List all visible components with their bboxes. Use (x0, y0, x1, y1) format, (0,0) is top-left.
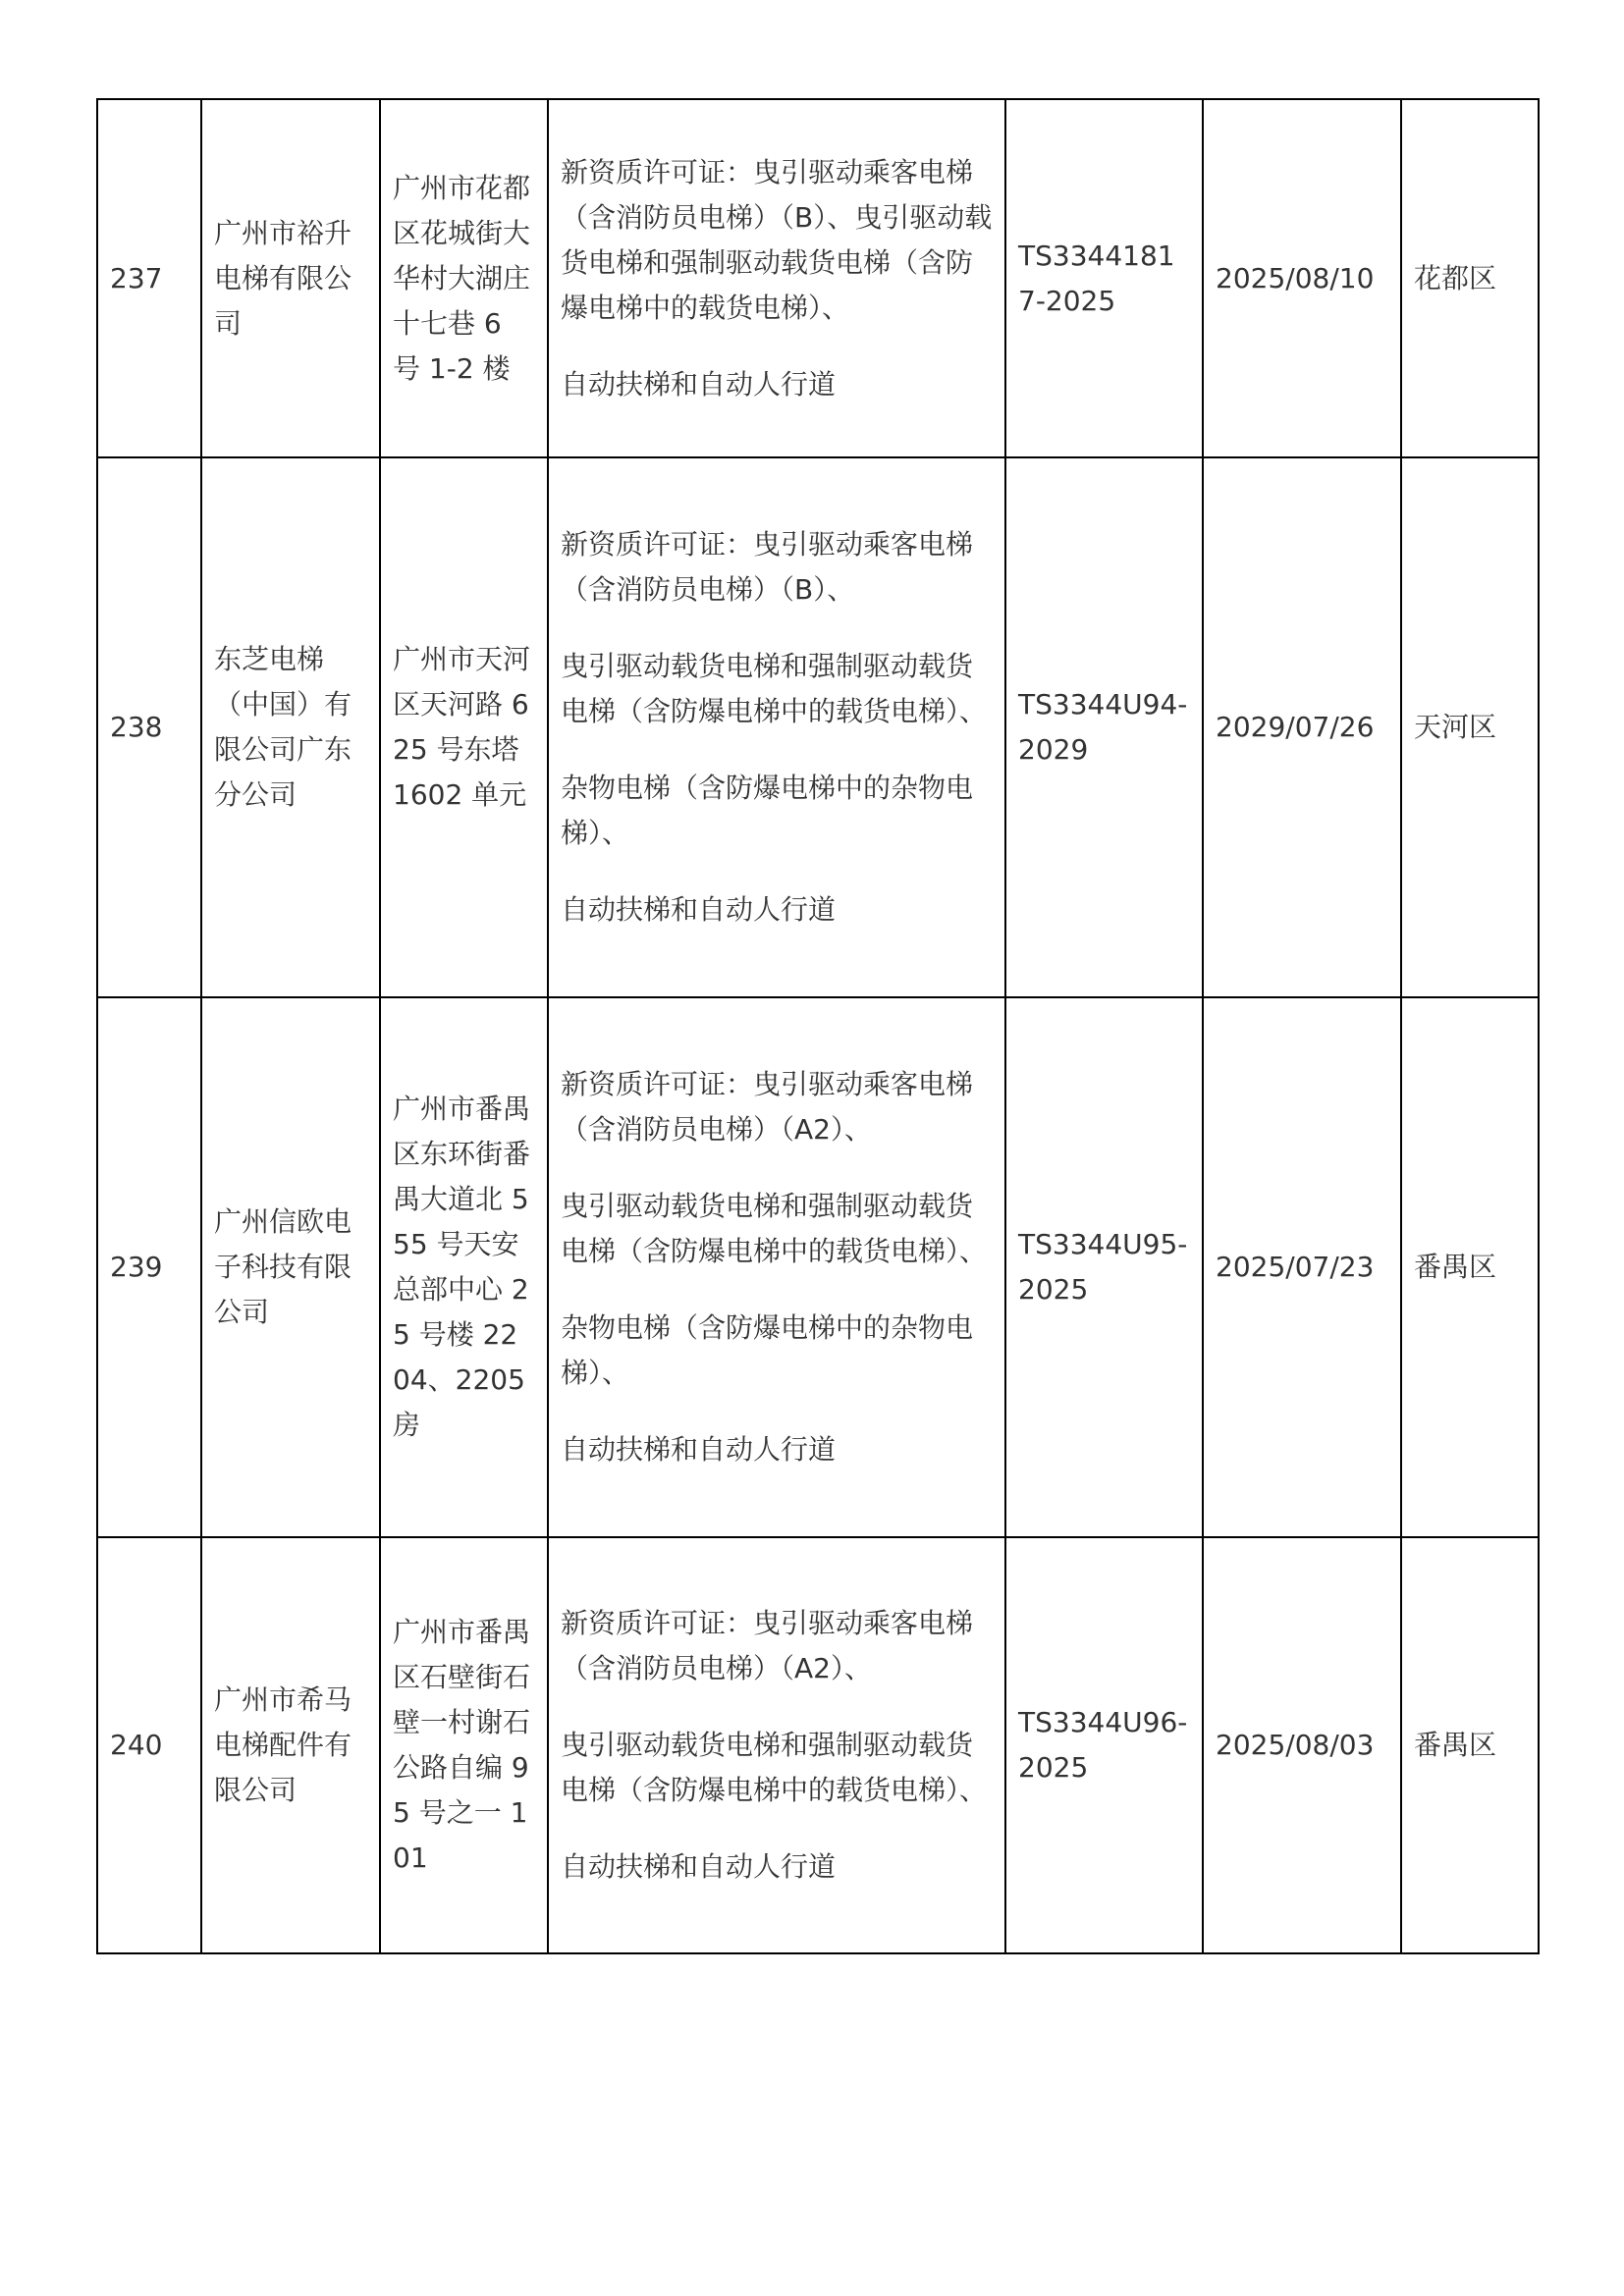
company-address: 广州市天河区天河路 625 号东塔 1602 单元 (380, 457, 548, 997)
company-address: 广州市番禺区石壁街石壁一村谢石公路自编 95 号之一 101 (380, 1537, 548, 1953)
row-number: 237 (97, 99, 201, 457)
scope-item: 自动扶梯和自动人行道 (561, 893, 837, 926)
scope-item: 自动扶梯和自动人行道 (561, 367, 837, 400)
certificate-number: TS3344U96-2025 (1005, 1537, 1203, 1953)
row-number: 238 (97, 457, 201, 997)
scope-item: 曳引驱动载货电梯和强制驱动载货电梯（含防爆电梯中的载货电梯）、 (561, 650, 988, 727)
license-scope (548, 997, 1005, 1537)
certificate-number: TS3344U94-2029 (1005, 457, 1203, 997)
company-name: 东芝电梯（中国）有限公司广东分公司 (201, 457, 380, 997)
company-name: 广州市希马电梯配件有限公司 (201, 1537, 380, 1953)
row-number: 240 (97, 1537, 201, 1953)
district: 番禺区 (1401, 997, 1539, 1537)
company-name: 广州信欧电子科技有限公司 (201, 997, 380, 1537)
row-number: 239 (97, 997, 201, 1537)
scope-item: 杂物电梯（含防爆电梯中的杂物电梯）、 (561, 772, 974, 849)
table-row (97, 99, 1539, 457)
license-scope (548, 457, 1005, 997)
expiry-date: 2029/07/26 (1203, 457, 1401, 997)
scope-item: 新资质许可证：曳引驱动乘客电梯（含消防员电梯）（B）、 (561, 528, 974, 606)
company-address: 广州市花都区花城街大华村大湖庄十七巷 6 号 1-2 楼 (380, 99, 548, 457)
license-scope (548, 99, 1005, 457)
scope-item: 新资质许可证：曳引驱动乘客电梯（含消防员电梯）（A2）、 (561, 1607, 974, 1684)
company-address: 广州市番禺区东环街番禺大道北 555 号天安总部中心 25 号楼 2204、2205 房 (380, 997, 548, 1537)
license-scope (548, 1537, 1005, 1953)
expiry-date: 2025/08/10 (1203, 99, 1401, 457)
district: 番禺区 (1401, 1537, 1539, 1953)
expiry-date: 2025/08/03 (1203, 1537, 1401, 1953)
expiry-date: 2025/07/23 (1203, 997, 1401, 1537)
table-row (97, 457, 1539, 997)
scope-item: 新资质许可证：曳引驱动乘客电梯（含消防员电梯）（B）、曳引驱动载货电梯和强制驱动载货电梯（含防爆电梯中的载货电梯）、 (561, 155, 993, 324)
scope-item: 自动扶梯和自动人行道 (561, 1850, 837, 1883)
district: 天河区 (1401, 457, 1539, 997)
company-name: 广州市裕升电梯有限公司 (201, 99, 380, 457)
scope-item: 自动扶梯和自动人行道 (561, 1433, 837, 1466)
district: 花都区 (1401, 99, 1539, 457)
scope-item: 杂物电梯（含防爆电梯中的杂物电梯）、 (561, 1311, 974, 1389)
scope-item: 新资质许可证：曳引驱动乘客电梯（含消防员电梯）（A2）、 (561, 1068, 974, 1146)
scope-item: 曳引驱动载货电梯和强制驱动载货电梯（含防爆电梯中的载货电梯）、 (561, 1729, 988, 1806)
certificate-number: TS33441817-2025 (1005, 99, 1203, 457)
certificate-number: TS3344U95-2025 (1005, 997, 1203, 1537)
table-row (97, 997, 1539, 1537)
scope-item: 曳引驱动载货电梯和强制驱动载货电梯（含防爆电梯中的载货电梯）、 (561, 1190, 988, 1267)
license-table (96, 98, 1540, 1954)
table-row (97, 1537, 1539, 1953)
